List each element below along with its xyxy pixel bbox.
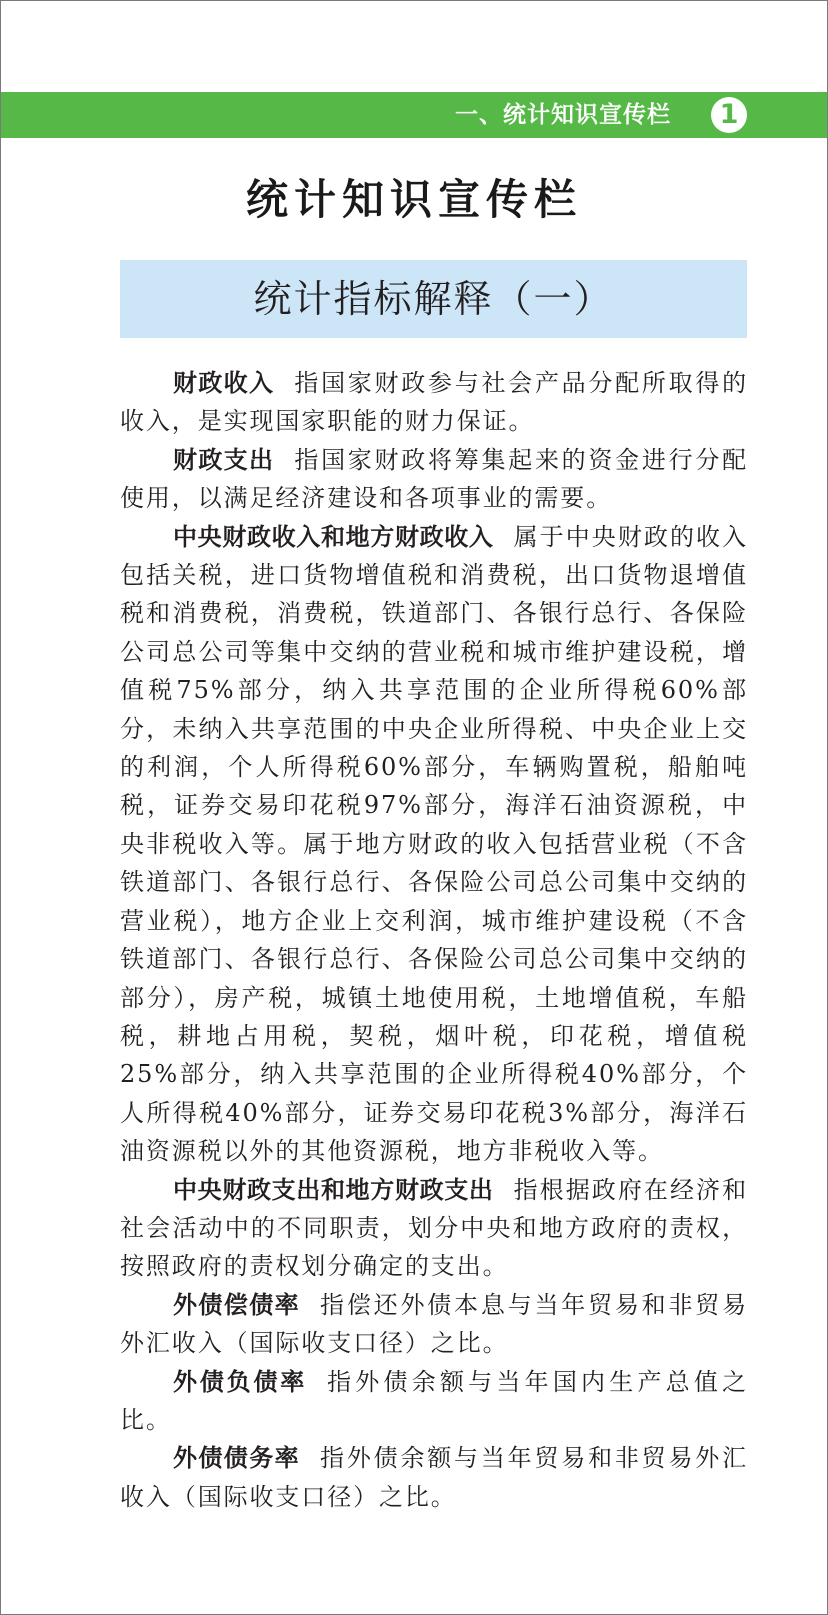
page-title: 统计知识宣传栏: [245, 175, 582, 224]
definition-term: 外债偿债率: [173, 1290, 301, 1319]
definition-text: 属于中央财政的收入包括关税，进口货物增值税和消费税，出口货物退增值税和消费税，消费税，铁道部门、各银行总行、各保险公司总公司等集中交纳的营业税和城市维护建设税，增值税75%部分，纳入共享范围的企业所得税60%部分，未纳入共享范围的中央企业所得税、中央企业上交的利润，个人所得税60%部分，车辆购置税，船舶吨税，证券交易印花税97%部分，海洋石油资源税，中央非税收入等。属于地方财政的收入包括营业税（不含铁道部门、各银行总行、各保险公司总公司集中交纳的营业税），地方企业上交利润，城市维护建设税（不含铁道部门、各银行总行、各保险公司总公司集中交纳的部分），房产税，城镇土地使用税，土地增值税，车船税，耕地占用税，契税，烟叶税，印花税，增值税25%部分，纳入共享范围的企业所得税40%部分，个人所得税40%部分，证券交易印花税3%部分，海洋石油资源税以外的其他资源税，地方非税收入等。: [120, 522, 749, 1166]
definition-paragraph: [120, 364, 748, 441]
definition-paragraph: [120, 1286, 748, 1363]
definition-text: 指根据政府在经济和社会活动中的不同职责，划分中央和地方政府的责权，按照政府的责权划分确定的支出。: [120, 1175, 749, 1281]
definition-paragraph: [120, 518, 748, 1171]
definition-term: 外债债务率: [173, 1444, 301, 1473]
subtitle-box: [120, 260, 747, 338]
section-header-band: [1, 92, 827, 138]
definition-paragraph: [120, 441, 748, 518]
subtitle: 统计指标解释（一）: [253, 277, 614, 321]
definition-paragraph: [120, 1171, 748, 1286]
definition-term: 外债负债率: [173, 1367, 308, 1396]
definition-text: 指国家财政将筹集起来的资金进行分配使用，以满足经济建设和各项事业的需要。: [120, 445, 748, 513]
definition-term: 中央财政支出和地方财政支出: [173, 1175, 494, 1204]
section-title: 一、统计知识宣传栏: [455, 102, 671, 128]
definition-paragraph: [120, 1439, 748, 1516]
definition-text: 指偿还外债本息与当年贸易和非贸易外汇收入（国际收支口径）之比。: [120, 1290, 749, 1358]
definition-term: 中央财政收入和地方财政收入: [173, 522, 494, 551]
definition-term: 财政支出: [173, 445, 275, 474]
definition-text: 指国家财政参与社会产品分配所取得的收入，是实现国家职能的财力保证。: [120, 369, 748, 436]
definition-term: 财政收入: [173, 369, 275, 397]
definitions-body: [120, 364, 748, 1516]
definition-text: 指外债余额与当年贸易和非贸易外汇收入（国际收支口径）之比。: [120, 1444, 749, 1511]
definition-paragraph: [120, 1363, 748, 1440]
section-number-badge: 1: [711, 97, 747, 133]
definition-text: 指外债余额与当年国内生产总值之比。: [120, 1367, 749, 1434]
